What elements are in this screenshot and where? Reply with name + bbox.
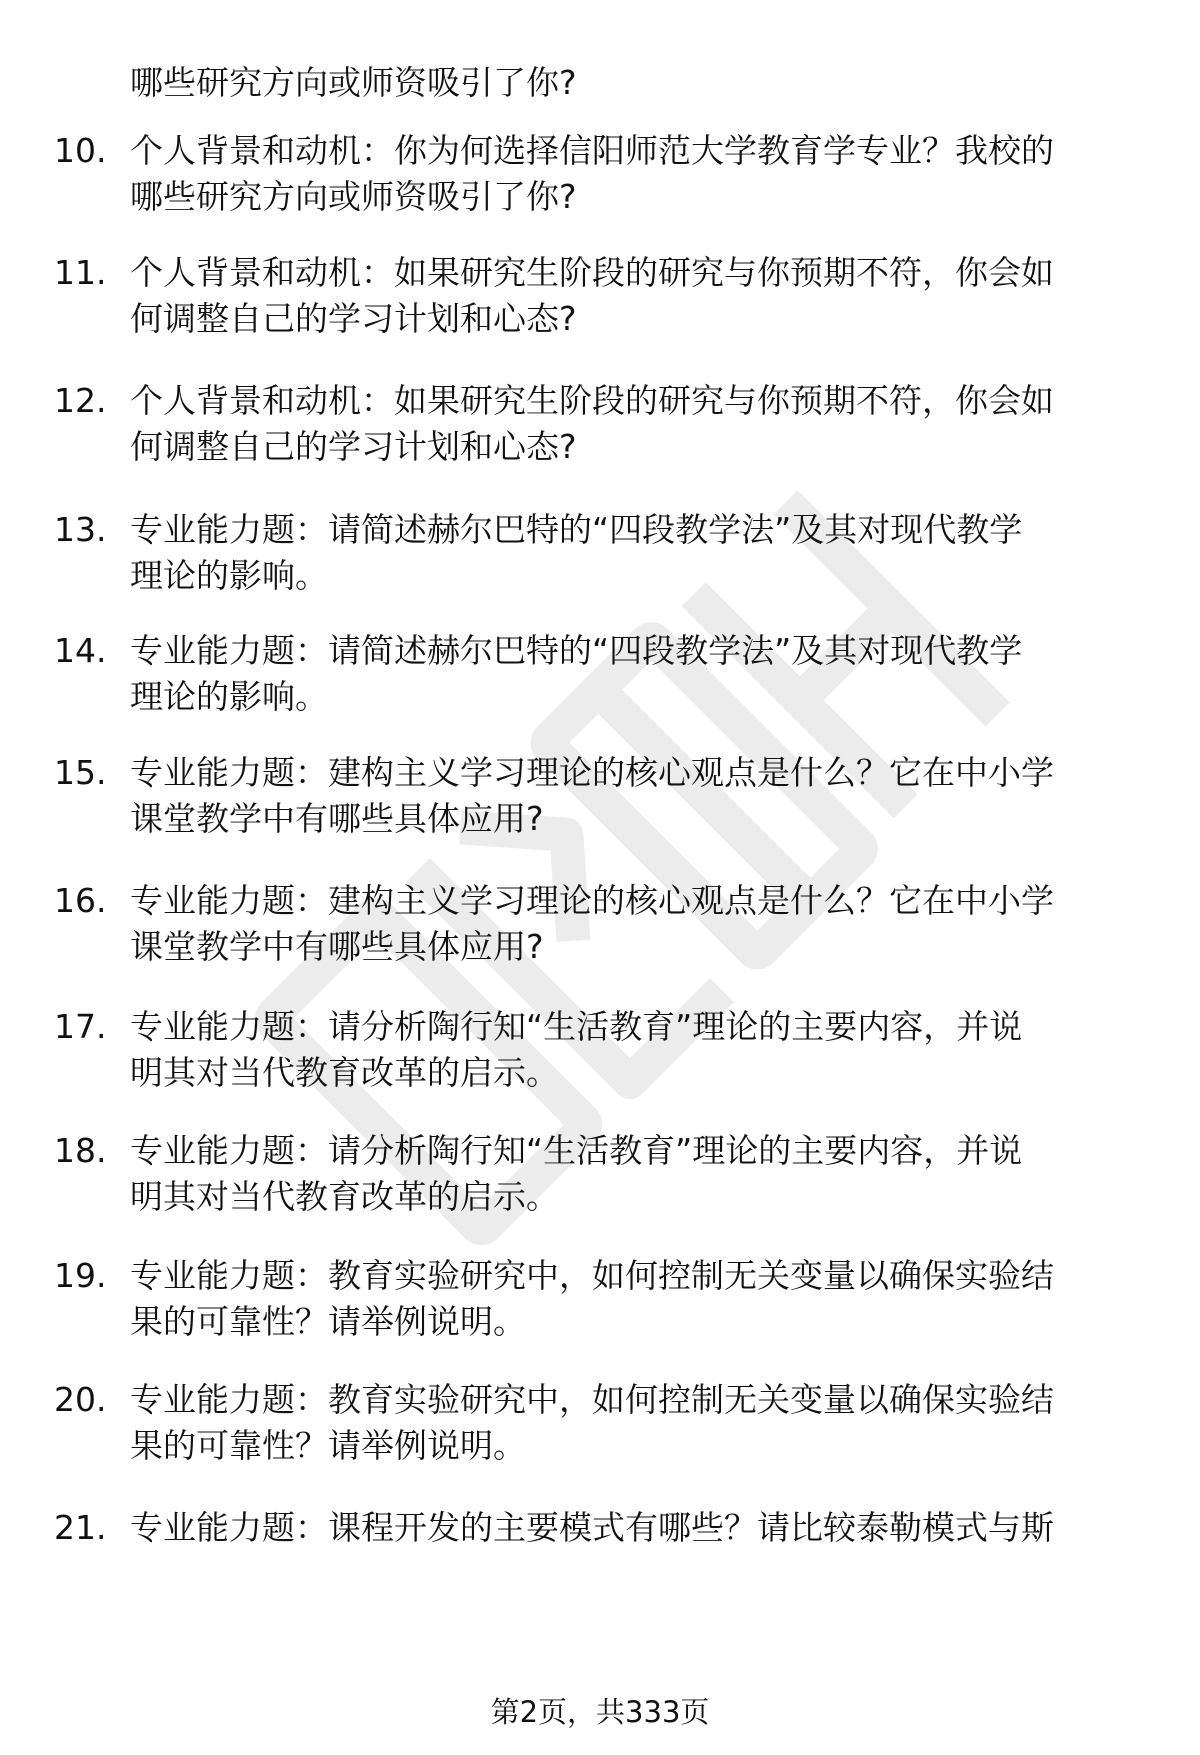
question-line: 专业能力题：请分析陶行知“生活教育”理论的主要内容，并说 <box>130 1131 1023 1170</box>
question-line: 哪些研究方向或师资吸引了你? <box>130 177 577 216</box>
question-text <box>130 750 1140 842</box>
question-line: 何调整自己的学习计划和心态? <box>130 427 577 466</box>
question-line: 专业能力题：教育实验研究中，如何控制无关变量以确保实验结 <box>130 1380 1054 1419</box>
question-line: 明其对当代教育改革的启示。 <box>130 1177 559 1216</box>
question-line: 理论的影响。 <box>130 556 328 595</box>
question-line: 专业能力题：建构主义学习理论的核心观点是什么？它在中小学 <box>130 753 1054 792</box>
question-line: 专业能力题：请分析陶行知“生活教育”理论的主要内容，并说 <box>130 1007 1023 1046</box>
question-line: 果的可靠性？请举例说明。 <box>130 1302 526 1341</box>
question-text <box>130 628 1140 720</box>
question-number: 21. <box>54 1508 107 1547</box>
question-number: 10. <box>54 131 107 170</box>
question-line: 理论的影响。 <box>130 677 328 716</box>
question-text <box>130 378 1140 470</box>
question-number: 19. <box>54 1256 107 1295</box>
continuation-text: 哪些研究方向或师资吸引了你? <box>130 63 577 102</box>
question-number: 13. <box>54 510 107 549</box>
question-number: 16. <box>54 881 107 920</box>
question-line: 何调整自己的学习计划和心态? <box>130 299 577 338</box>
question-number: 17. <box>54 1007 107 1046</box>
question-line: 个人背景和动机：你为何选择信阳师范大学教育学专业？我校的 <box>130 131 1054 170</box>
question-line: 课堂教学中有哪些具体应用? <box>130 927 544 966</box>
question-number: 20. <box>54 1380 107 1419</box>
question-text <box>130 1505 1140 1551</box>
question-line: 个人背景和动机：如果研究生阶段的研究与你预期不符，你会如 <box>130 381 1054 420</box>
question-line: 专业能力题：课程开发的主要模式有哪些？请比较泰勒模式与斯 <box>130 1508 1054 1547</box>
question-line: 果的可靠性？请举例说明。 <box>130 1426 526 1465</box>
question-line: 专业能力题：请简述赫尔巴特的“四段教学法”及其对现代教学 <box>130 510 1023 549</box>
question-text <box>130 1128 1140 1220</box>
question-line: 专业能力题：教育实验研究中，如何控制无关变量以确保实验结 <box>130 1256 1054 1295</box>
question-text <box>130 250 1140 342</box>
question-line: 专业能力题：建构主义学习理论的核心观点是什么？它在中小学 <box>130 881 1054 920</box>
question-line: 专业能力题：请简述赫尔巴特的“四段教学法”及其对现代教学 <box>130 631 1023 670</box>
question-number: 12. <box>54 381 107 420</box>
question-number: 11. <box>54 253 107 292</box>
question-text <box>130 1377 1140 1469</box>
question-text <box>130 1253 1140 1345</box>
question-number: 14. <box>54 631 107 670</box>
question-line: 明其对当代教育改革的启示。 <box>130 1053 559 1092</box>
page-footer: 第2页，共333页 <box>490 1695 710 1729</box>
question-line: 个人背景和动机：如果研究生阶段的研究与你预期不符，你会如 <box>130 253 1054 292</box>
question-text <box>130 128 1140 220</box>
question-line: 课堂教学中有哪些具体应用? <box>130 799 544 838</box>
question-text <box>130 878 1140 970</box>
question-text <box>130 507 1140 599</box>
question-number: 18. <box>54 1131 107 1170</box>
question-number: 15. <box>54 753 107 792</box>
question-text <box>130 1004 1140 1096</box>
